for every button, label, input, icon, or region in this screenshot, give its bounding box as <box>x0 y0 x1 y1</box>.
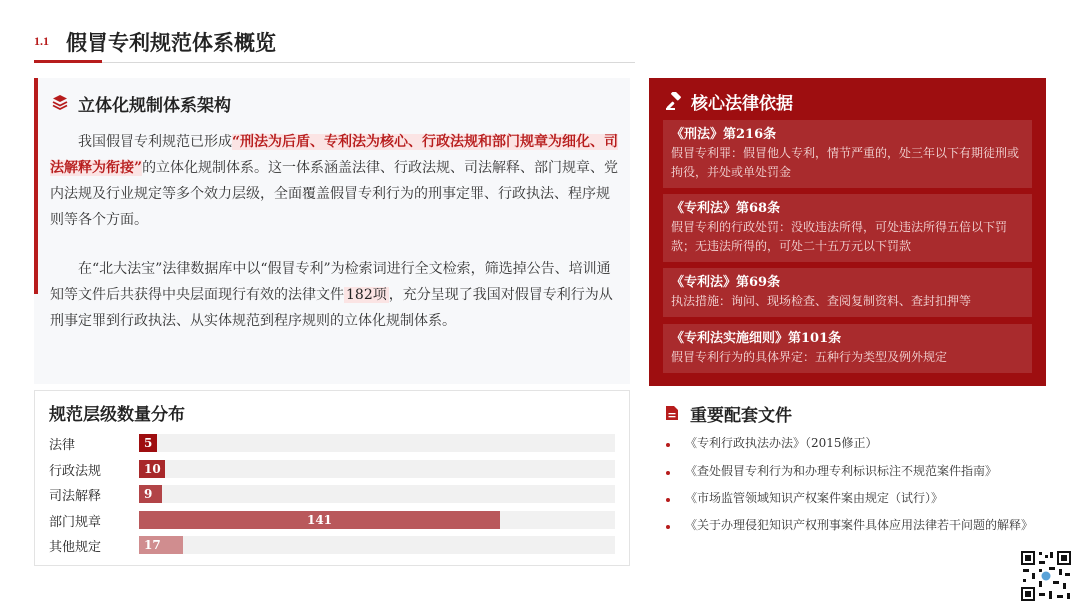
law-title: 《刑法》第216条 <box>671 127 777 142</box>
law-desc: 假冒专利罪：假冒他人专利，情节严重的，处三年以下有期徒刑或拘役，并处或单处罚金 <box>671 146 1020 179</box>
overview-accent-bar <box>34 78 38 294</box>
law-desc: 假冒专利行为的具体界定：五种行为类型及例外规定 <box>671 350 948 364</box>
header-accent-bar <box>34 60 102 63</box>
list-bullet <box>666 471 670 475</box>
bar-row <box>35 534 631 554</box>
qr-code-icon[interactable] <box>1019 549 1073 603</box>
bar-row <box>35 458 631 478</box>
bar-label: 其他规定 <box>49 540 102 555</box>
header-divider <box>34 62 635 63</box>
overview-p1-post: 的立体化规制体系。这一体系涵盖法律、行政法规、司法解释、部门规章、党内法规及行业规定等多个效力层级，全面覆盖假冒专利行为的刑事定罪、行政执法、程序规则等各个方面。 <box>50 160 619 228</box>
bar-label: 司法解释 <box>49 489 102 504</box>
bar-track <box>139 511 615 529</box>
bar-row <box>35 432 631 452</box>
bar-track <box>139 434 615 452</box>
overview-panel <box>34 78 630 384</box>
document-item: 《市场监管领域知识产权案件案由规定（试行）》 <box>685 491 944 505</box>
layers-icon <box>52 94 68 110</box>
documents-title: 重要配套文件 <box>690 406 792 426</box>
distribution-title: 规范层级数量分布 <box>49 405 185 425</box>
overview-paragraph-1 <box>50 129 622 233</box>
overview-p1-highlight: “刑法为后盾、专利法为核心、行政法规和部门规章为细化、司法解释为衔接” <box>50 134 619 176</box>
overview-p1-pre: 我国假冒专利规范已形成 <box>78 134 232 150</box>
law-title: 《专利法实施细则》第101条 <box>671 331 842 346</box>
list-bullet <box>666 525 670 529</box>
list-bullet <box>666 443 670 447</box>
bar-label: 部门规章 <box>49 514 102 530</box>
overview-paragraph-2 <box>50 256 622 334</box>
section-number: 1.1 <box>34 34 49 48</box>
bar-label: 行政法规 <box>49 463 102 479</box>
bar-value: 5 <box>144 436 153 450</box>
law-card <box>663 120 1032 188</box>
document-item: 《查处假冒专利行为和办理专利标识标注不规范案件指南》 <box>685 464 998 478</box>
bar-row <box>35 483 631 503</box>
bar-label: 法律 <box>49 438 76 453</box>
page-title: 假冒专利规范体系概览 <box>66 30 276 55</box>
overview-title: 立体化规制体系架构 <box>78 96 231 116</box>
legal-basis-title: 核心法律依据 <box>691 94 793 114</box>
list-bullet <box>666 498 670 502</box>
law-title: 《专利法》第68条 <box>671 201 781 216</box>
bar-value: 9 <box>144 487 153 501</box>
document-icon <box>665 405 679 421</box>
law-desc: 执法措施：询问、现场检查、查阅复制资料、查封扣押等 <box>671 294 972 308</box>
overview-p2-count: 182项 <box>346 287 387 303</box>
bar-value: 10 <box>144 461 161 476</box>
overview-p2-post: ，充分呈现了我国对假冒专利行为从刑事定罪到行政执法、从实体规范到程序规则的立体化规制体系。 <box>50 287 613 329</box>
bar-track <box>139 536 615 554</box>
bar-row <box>35 509 631 529</box>
law-desc: 假冒专利的行政处罚：没收违法所得，可处违法所得五倍以下罚款；无违法所得的，可处二十五万元以下罚款 <box>671 220 1008 253</box>
law-card <box>663 268 1032 317</box>
gavel-icon <box>665 92 683 110</box>
law-title: 《专利法》第69条 <box>671 275 781 290</box>
bar-value: 17 <box>144 538 161 552</box>
bar-value: 141 <box>306 512 333 527</box>
overview-p2-pre: 在“北大法宝”法律数据库中以“假冒专利”为检索词进行全文检索，筛选掉公告、培训通知等文件后共获得中央层面现行有效的法律文件 <box>50 261 611 303</box>
law-card <box>663 194 1032 262</box>
bar-track <box>139 460 615 478</box>
document-item: 《关于办理侵犯知识产权刑事案件具体应用法律若干问题的解释》 <box>685 518 1034 532</box>
document-item: 《专利行政执法办法》（2015修正） <box>685 436 878 450</box>
legal-basis-panel <box>649 78 1046 386</box>
bar-track <box>139 485 615 503</box>
law-card <box>663 324 1032 373</box>
distribution-panel <box>34 390 630 566</box>
